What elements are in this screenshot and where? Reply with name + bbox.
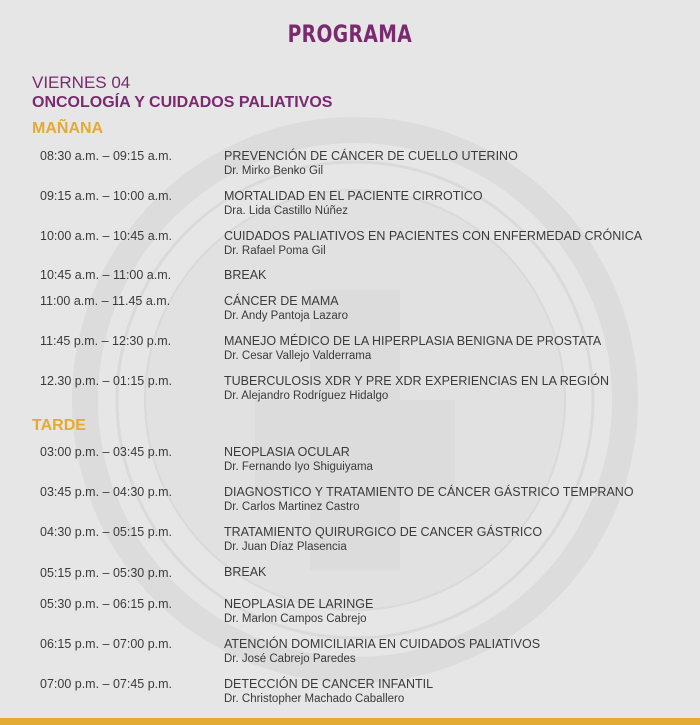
- time-slot: 03:00 p.m. – 03:45 p.m.: [40, 445, 173, 459]
- day-label: VIERNES 04: [32, 73, 131, 92]
- time-slot: 11:45 p.m. – 12:30 p.m.: [40, 334, 172, 348]
- speaker-name: Dr. Alejandro Rodríguez Hidalgo: [224, 390, 389, 402]
- talk-topic: MANEJO MÉDICO DE LA HIPERPLASIA BENIGNA DE PROSTATA: [224, 334, 602, 348]
- talk-topic: TUBERCULOSIS XDR Y PRE XDR EXPERIENCIAS EN LA REGIÓN: [224, 374, 610, 388]
- speaker-name: Dr. Carlos Martinez Castro: [224, 501, 360, 513]
- speaker-name: Dr. Fernando Iyo Shiguiyama: [224, 461, 373, 473]
- time-slot: 10:45 a.m. – 11:00 a.m.: [40, 268, 172, 282]
- talk-topic: TRATAMIENTO QUIRURGICO DE CANCER GÁSTRICO: [224, 525, 543, 539]
- time-slot: 07:00 p.m. – 07:45 p.m.: [40, 677, 173, 691]
- section-morning-label: MAÑANA: [32, 120, 104, 137]
- speaker-name: Dra. Lida Castillo Núñez: [224, 205, 349, 217]
- page-title: PROGRAMA: [287, 20, 413, 48]
- talk-topic: DETECCIÓN DE CANCER INFANTIL: [224, 677, 434, 691]
- time-slot: 10:00 a.m. – 10:45 a.m.: [40, 229, 173, 243]
- time-slot: 09:15 a.m. – 10:00 a.m.: [40, 189, 173, 203]
- time-slot: 11:00 a.m. – 11.45 a.m.: [40, 294, 171, 308]
- speaker-name: Dr. Christopher Machado Caballero: [224, 693, 405, 705]
- subject-heading: ONCOLOGÍA Y CUIDADOS PALIATIVOS: [32, 94, 333, 111]
- speaker-name: Dr. Cesar Vallejo Valderrama: [224, 350, 372, 362]
- time-slot: 04:30 p.m. – 05:15 p.m.: [40, 525, 173, 539]
- talk-topic: NEOPLASIA OCULAR: [224, 445, 350, 459]
- talk-topic: CÁNCER DE MAMA: [224, 294, 339, 308]
- talk-topic: PREVENCIÓN DE CÁNCER DE CUELLO UTERINO: [224, 149, 518, 163]
- section-afternoon-label: TARDE: [32, 417, 86, 434]
- time-slot: 05:30 p.m. – 06:15 p.m.: [40, 597, 173, 611]
- talk-topic: MORTALIDAD EN EL PACIENTE CIRROTICO: [224, 189, 483, 203]
- speaker-name: Dr. José Cabrejo Paredes: [224, 653, 356, 665]
- speaker-name: Dr. Andy Pantoja Lazaro: [224, 310, 349, 322]
- speaker-name: Dr. Rafael Poma Gil: [224, 245, 326, 257]
- speaker-name: Dr. Juan Díaz Plasencia: [224, 541, 347, 553]
- talk-topic: CUIDADOS PALIATIVOS EN PACIENTES CON ENFERMEDAD CRÓNICA: [224, 229, 643, 243]
- talk-topic: ATENCIÓN DOMICILIARIA EN CUIDADOS PALIATIVOS: [224, 637, 541, 651]
- talk-topic: DIAGNOSTICO Y TRATAMIENTO DE CÁNCER GÁSTRICO TEMPRANO: [224, 485, 634, 499]
- speaker-name: Dr. Mirko Benko Gil: [224, 165, 324, 177]
- time-slot: 08:30 a.m. – 09:15 a.m.: [40, 149, 173, 163]
- bottom-accent-bar: [0, 718, 700, 725]
- time-slot: 06:15 p.m. – 07:00 p.m.: [40, 637, 173, 651]
- break-label: BREAK: [224, 565, 267, 579]
- break-label: BREAK: [224, 268, 267, 282]
- time-slot: 12.30 p.m. – 01:15 p.m.: [40, 374, 173, 388]
- time-slot: 05:15 p.m. – 05:30 p.m.: [40, 566, 173, 580]
- time-slot: 03:45 p.m. – 04:30 p.m.: [40, 485, 173, 499]
- speaker-name: Dr. Marlon Campos Cabrejo: [224, 613, 367, 625]
- talk-topic: NEOPLASIA DE LARINGE: [224, 597, 374, 611]
